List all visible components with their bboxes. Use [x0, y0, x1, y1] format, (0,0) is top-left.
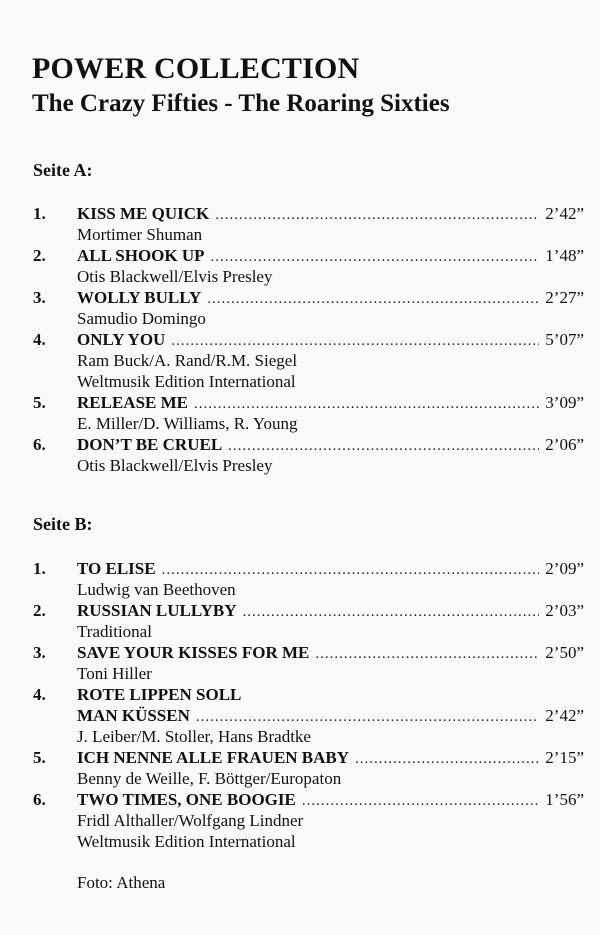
track-main-line	[0, 434, 600, 455]
track-main-line	[0, 392, 600, 413]
track-main-line	[0, 558, 600, 579]
track-title-row	[77, 434, 584, 457]
track-title: ICH NENNE ALLE FRAUEN BABY	[77, 748, 350, 767]
track-credit-line	[0, 831, 600, 852]
track-item	[0, 642, 600, 684]
track-credit-line	[0, 224, 600, 245]
track-credit: Otis Blackwell/Elvis Presley	[77, 456, 273, 475]
dotted-leader	[243, 602, 540, 623]
track-title-line	[0, 684, 600, 705]
dotted-leader	[194, 394, 539, 415]
side-b-heading: Seite B:	[33, 514, 93, 534]
track-number: 1.	[33, 204, 46, 223]
track-duration: 1’56”	[545, 790, 584, 809]
track-main-line	[0, 600, 600, 621]
track-item	[0, 684, 600, 747]
track-credit: Ludwig van Beethoven	[77, 580, 236, 599]
side-a-heading: Seite A:	[33, 160, 93, 180]
track-main-line	[0, 747, 600, 768]
track-title: DON’T BE CRUEL	[77, 435, 223, 454]
track-title: ONLY YOU	[77, 330, 166, 349]
dotted-leader	[215, 205, 539, 226]
dotted-leader	[228, 436, 539, 457]
track-title-row	[77, 642, 584, 665]
track-title-row	[77, 600, 584, 623]
track-title: WOLLY BULLY	[77, 288, 202, 307]
track-credit: Toni Hiller	[77, 664, 152, 683]
track-title-row	[77, 747, 584, 770]
side-a-tracklist	[0, 203, 600, 476]
track-duration: 5’07”	[545, 330, 584, 349]
track-credit-line	[0, 371, 600, 392]
photo-credit: Foto: Athena	[77, 873, 166, 892]
track-credit-line	[0, 579, 600, 600]
track-credit-line	[0, 413, 600, 434]
track-duration: 2’06”	[545, 435, 584, 454]
track-credit: Benny de Weille, F. Böttger/Europaton	[77, 769, 342, 788]
track-credit: Weltmusik Edition International	[77, 832, 296, 851]
track-item	[0, 287, 600, 329]
track-duration: 3’09”	[545, 393, 584, 412]
track-item	[0, 600, 600, 642]
track-item	[0, 558, 600, 600]
dotted-leader	[302, 791, 539, 812]
track-number: 1.	[33, 559, 46, 578]
track-number: 5.	[33, 748, 46, 767]
dotted-leader	[211, 247, 540, 268]
track-duration: 2’27”	[545, 288, 584, 307]
track-title-row	[77, 287, 584, 310]
track-main-line	[0, 642, 600, 663]
track-main-line	[0, 287, 600, 308]
dotted-leader	[315, 644, 539, 665]
track-title: MAN KÜSSEN	[77, 706, 190, 725]
track-credit-line	[0, 768, 600, 789]
track-duration: 2’42”	[545, 706, 584, 725]
track-credit-line	[0, 726, 600, 747]
track-number: 4.	[33, 330, 46, 349]
track-credit-line	[0, 350, 600, 371]
track-duration: 1’48”	[545, 246, 584, 265]
dotted-leader	[171, 331, 539, 352]
track-credit: Ram Buck/A. Rand/R.M. Siegel	[77, 351, 298, 370]
track-credit: E. Miller/D. Williams, R. Young	[77, 414, 298, 433]
track-title: SAVE YOUR KISSES FOR ME	[77, 643, 310, 662]
track-credit-line	[0, 621, 600, 642]
track-credit: Otis Blackwell/Elvis Presley	[77, 267, 273, 286]
track-title: TWO TIMES, ONE BOOGIE	[77, 790, 296, 809]
track-number: 6.	[33, 790, 46, 809]
track-number: 4.	[33, 685, 46, 704]
album-subtitle: The Crazy Fifties - The Roaring Sixties	[32, 90, 450, 117]
track-item	[0, 434, 600, 476]
track-duration: 2’50”	[545, 643, 584, 662]
track-number: 6.	[33, 435, 46, 454]
track-title-row	[77, 705, 584, 728]
dotted-leader	[162, 560, 540, 581]
track-number: 5.	[33, 393, 46, 412]
track-title: ALL SHOOK UP	[77, 246, 205, 265]
track-item	[0, 245, 600, 287]
track-credit-line	[0, 266, 600, 287]
track-credit: Samudio Domingo	[77, 309, 206, 328]
track-item	[0, 789, 600, 852]
track-number: 2.	[33, 246, 46, 265]
track-title-row	[77, 245, 584, 268]
track-credit-line	[0, 455, 600, 476]
track-duration: 2’09”	[545, 559, 584, 578]
track-title: KISS ME QUICK	[77, 204, 210, 223]
track-title-row	[77, 558, 584, 581]
track-title-row	[77, 789, 584, 812]
track-credit: J. Leiber/M. Stoller, Hans Bradtke	[77, 727, 311, 746]
track-credit: Weltmusik Edition International	[77, 372, 296, 391]
track-duration: 2’42”	[545, 204, 584, 223]
dotted-leader	[355, 749, 539, 770]
track-title-row	[77, 684, 584, 705]
track-title: RELEASE ME	[77, 393, 188, 412]
track-credit: Mortimer Shuman	[77, 225, 203, 244]
track-item	[0, 392, 600, 434]
dotted-leader	[196, 707, 539, 728]
track-item	[0, 747, 600, 789]
track-title: ROTE LIPPEN SOLL	[77, 685, 242, 704]
track-main-line	[0, 789, 600, 810]
track-item	[0, 329, 600, 392]
track-title: RUSSIAN LULLYBY	[77, 601, 237, 620]
track-credit: Traditional	[77, 622, 152, 641]
track-duration: 2’03”	[545, 601, 584, 620]
track-title: TO ELISE	[77, 559, 156, 578]
track-credit: Fridl Althaller/Wolfgang Lindner	[77, 811, 304, 830]
track-credit-line	[0, 663, 600, 684]
track-item	[0, 203, 600, 245]
track-duration: 2’15”	[545, 748, 584, 767]
album-title: POWER COLLECTION	[32, 52, 360, 85]
track-main-line	[0, 203, 600, 224]
dotted-leader	[207, 289, 539, 310]
track-title-row	[77, 329, 584, 352]
track-number: 2.	[33, 601, 46, 620]
side-b-tracklist	[0, 558, 600, 852]
track-main-line	[0, 705, 600, 726]
track-credit-line	[0, 810, 600, 831]
track-number: 3.	[33, 643, 46, 662]
track-number: 3.	[33, 288, 46, 307]
track-credit-line	[0, 308, 600, 329]
track-main-line	[0, 329, 600, 350]
track-title-row	[77, 392, 584, 415]
track-main-line	[0, 245, 600, 266]
track-title-row	[77, 203, 584, 226]
